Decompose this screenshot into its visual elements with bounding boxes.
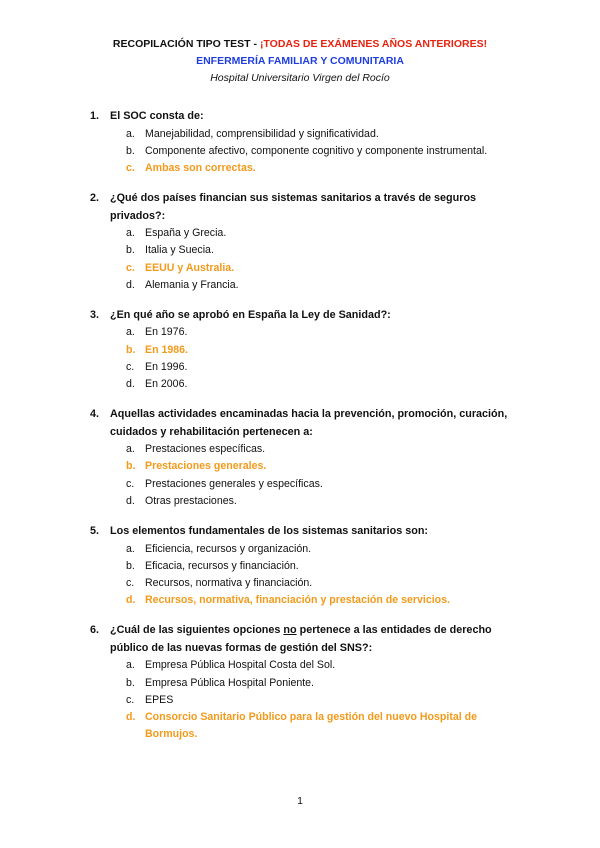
option-d-correct: d. Recursos, normativa, financiación y prestación de servicios. <box>126 594 450 607</box>
option-list <box>90 126 530 178</box>
option-b: b. Empresa Pública Hospital Poniente. <box>126 676 315 689</box>
option-b: b. Eficacia, recursos y financiación. <box>126 559 299 572</box>
option-c-correct: c. Ambas son correctas. <box>126 161 256 174</box>
option-c: c. En 1996. <box>126 360 188 373</box>
subject-title: ENFERMERÍA FAMILIAR Y COMUNITARIA <box>196 55 404 67</box>
question-3 <box>90 307 530 393</box>
question-1 <box>90 108 530 177</box>
question-text: ¿Cuál de las siguientes opciones no pertenece a las entidades de derecho público de las nuevas formas de gestión del SNS?: <box>110 624 492 654</box>
question-number: 2. <box>90 192 100 205</box>
option-b-correct: b. En 1986. <box>126 343 188 356</box>
title-highlight: ¡TODAS DE EXÁMENES AÑOS ANTERIORES! <box>259 38 488 50</box>
option-c: c. Prestaciones generales y específicas. <box>126 477 323 490</box>
underlined-no: no <box>283 624 297 637</box>
question-number: 4. <box>90 408 100 421</box>
question-2 <box>90 190 530 294</box>
option-a: a. Prestaciones específicas. <box>126 443 266 456</box>
option-list <box>90 657 530 743</box>
option-c: c. Recursos, normativa y financiación. <box>126 576 313 589</box>
option-list <box>90 441 530 510</box>
question-number: 6. <box>90 624 100 637</box>
option-b: b. Componente afectivo, componente cognitivo y componente instrumental. <box>126 144 488 157</box>
option-list <box>90 324 530 393</box>
hospital-name: Hospital Universitario Virgen del Rocío <box>210 72 390 84</box>
option-c-correct: c. EEUU y Australia. <box>126 261 235 274</box>
option-list <box>90 541 530 610</box>
option-a: a. Empresa Pública Hospital Costa del Sol. <box>126 659 336 672</box>
option-a: a. Manejabilidad, comprensibilidad y significatividad. <box>126 127 379 140</box>
question-6 <box>90 622 530 743</box>
page-number: 1 <box>297 795 303 807</box>
question-text: ¿En qué año se aprobó en España la Ley de Sanidad?: <box>110 308 391 321</box>
option-d-correct: d. Consorcio Sanitario Público para la gestión del nuevo Hospital de Bormujos. <box>126 710 477 741</box>
question-text: Aquellas actividades encaminadas hacia la prevención, promoción, curación, cuidados y rehabilitación pertenecen a: <box>110 408 508 438</box>
option-b-correct: b. Prestaciones generales. <box>126 460 267 473</box>
question-number: 3. <box>90 308 100 321</box>
question-text: ¿Qué dos países financian sus sistemas sanitarios a través de seguros privados?: <box>110 192 477 222</box>
option-c: c. EPES <box>126 693 174 706</box>
option-a: a. Eficiencia, recursos y organización. <box>126 542 312 555</box>
question-4 <box>90 406 530 510</box>
question-number: 1. <box>90 110 100 122</box>
question-text: Los elementos fundamentales de los sistemas sanitarios son: <box>110 525 429 538</box>
question-list <box>90 108 530 756</box>
question-number: 5. <box>90 525 100 538</box>
option-list <box>90 225 530 294</box>
document-title <box>0 36 600 53</box>
option-a: a. España y Grecia. <box>126 227 227 240</box>
question-text: El SOC consta de: <box>110 110 204 122</box>
option-d: d. Alemania y Francia. <box>126 278 239 291</box>
question-5 <box>90 523 530 609</box>
option-a: a. En 1976. <box>126 326 188 339</box>
option-d: d. En 2006. <box>126 378 188 391</box>
title-prefix: RECOPILACIÓN TIPO TEST - <box>112 38 260 50</box>
option-b: b. Italia y Suecia. <box>126 244 214 257</box>
option-d: d. Otras prestaciones. <box>126 494 237 507</box>
document-header <box>0 36 600 87</box>
